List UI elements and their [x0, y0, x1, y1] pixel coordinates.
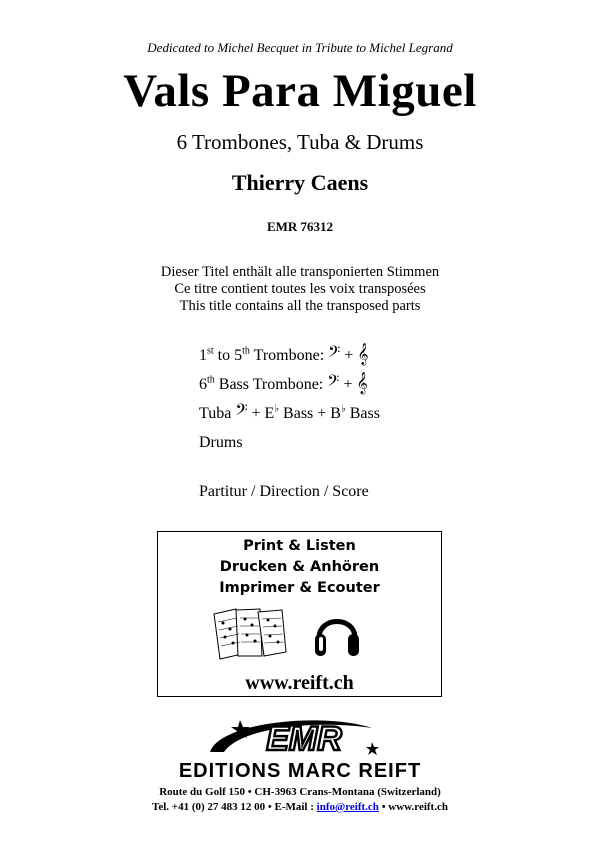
- bass-clef-icon: 𝄢: [328, 343, 341, 365]
- web-label: • www.reift.ch: [378, 801, 448, 813]
- publisher-name: EDITIONS MARC REIFT: [178, 760, 422, 782]
- composer-name: Thierry Caens: [231, 170, 369, 195]
- email-link[interactable]: info@reift.ch: [316, 801, 379, 813]
- instrumentation-line-trombones: 1st to 5th Trombone: 𝄢 + 𝄞: [199, 343, 369, 365]
- parts-note: [0, 264, 600, 315]
- tel-label: Tel. +41 (0) 27 483 12 00 • E-Mail :: [152, 801, 317, 813]
- flat-icon: ♭: [340, 403, 346, 415]
- instrumentation-line-drums: Drums: [199, 434, 243, 451]
- publisher-address: Route du Golf 150 • CH-3963 Crans-Montana (Switzerland): [159, 786, 441, 798]
- catalog-number: EMR 76312: [266, 219, 334, 234]
- treble-clef-icon: 𝄞: [356, 372, 368, 394]
- print-listen-box: [157, 531, 442, 697]
- instrumentation-line-tuba: Tuba 𝄢 + E♭ Bass + B♭ Bass: [199, 401, 380, 423]
- bass-clef-icon: 𝄢: [327, 372, 340, 394]
- print-listen-en: Print & Listen: [243, 538, 356, 554]
- parts-note-de: Dieser Titel enthält alle transponierten Stimmen: [160, 264, 440, 280]
- emr-logo-text: EMR: [266, 720, 342, 758]
- print-listen-de: Drucken & Anhören: [219, 559, 380, 575]
- print-listen-fr: Imprimer & Ecouter: [219, 580, 380, 596]
- emr-logo: [202, 714, 398, 760]
- parts-note-fr: Ce titre contient toutes les voix transposées: [174, 281, 426, 297]
- page-title: Vals Para Miguel: [123, 65, 477, 117]
- publisher-contact: [0, 801, 600, 813]
- score-type: Partitur / Direction / Score: [199, 483, 369, 500]
- flat-icon: ♭: [274, 403, 280, 415]
- sheet-music-icon: [210, 604, 288, 660]
- bass-clef-icon: 𝄢: [235, 401, 248, 423]
- treble-clef-icon: 𝄞: [357, 343, 369, 365]
- website-url[interactable]: www.reift.ch: [245, 672, 354, 694]
- headphones-icon: [313, 606, 361, 660]
- subtitle: 6 Trombones, Tuba & Drums: [176, 130, 424, 154]
- instrumentation-line-bass-trombone: 6th Bass Trombone: 𝄢 + 𝄞: [199, 372, 368, 394]
- dedication: Dedicated to Michel Becquet in Tribute to Michel Legrand: [147, 40, 453, 55]
- parts-note-en: This title contains all the transposed parts: [179, 298, 421, 314]
